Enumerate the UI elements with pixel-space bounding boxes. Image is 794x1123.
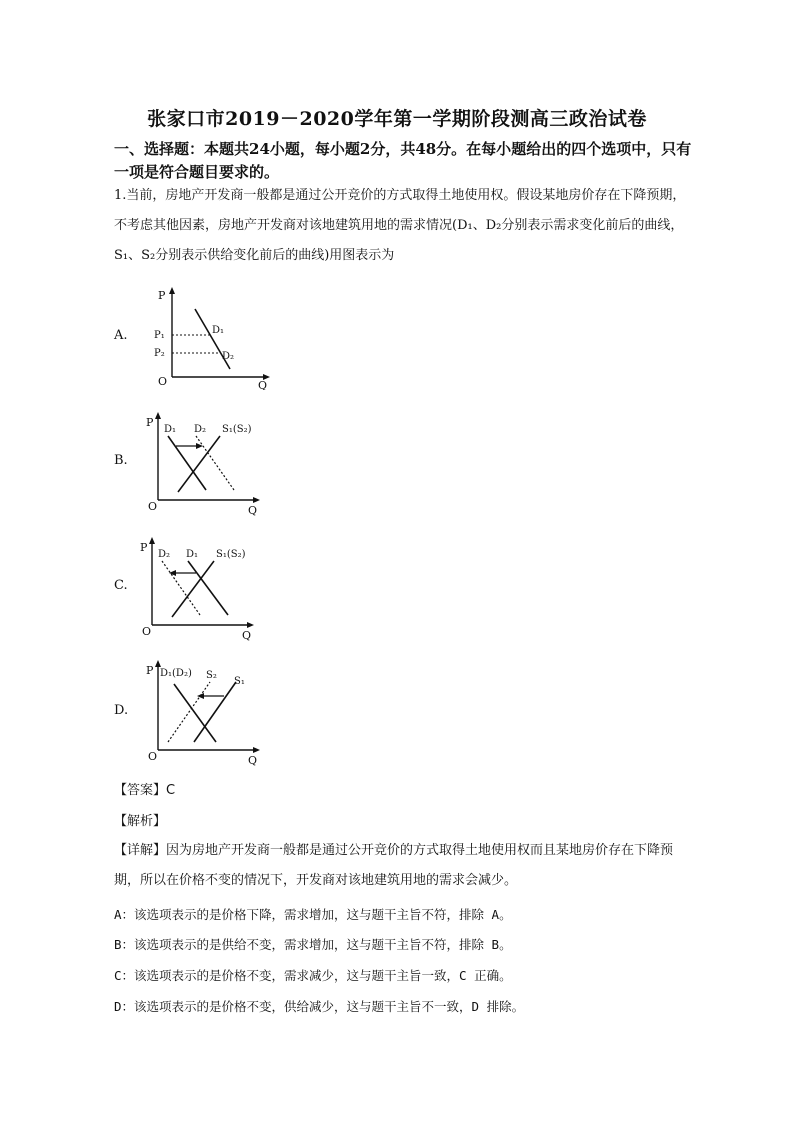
- option-a-graph: [150, 285, 280, 390]
- explanation-d: D：该选项表示的是价格不变，供给减少，这与题干主旨不一致，D 排除。: [114, 999, 525, 1014]
- x-axis-arrow: [253, 747, 260, 753]
- x-axis-arrow: [253, 497, 260, 503]
- curve-label-d1: D₁: [164, 424, 177, 435]
- question-stem: 1.当前，房地产开发商一般都是通过公开竞价的方式取得土地使用权。假设某地房价存在下降预期，不考虑其他因素，房地产开发商对该地建筑用地的需求情况(D₁、D₂分别表示需求变化前后的曲线，S₁、S₂分别表示供给变化前后的曲线)用图表示为: [114, 188, 686, 263]
- supply-curve-s1: [194, 682, 236, 742]
- axis-label-q: Q: [248, 504, 258, 517]
- curve-label-d2: D₂: [222, 351, 235, 362]
- axis-label-p: P: [146, 416, 154, 429]
- option-a-label: A.: [114, 328, 128, 343]
- origin-label: O: [142, 625, 152, 638]
- explanation-b: B：该选项表示的是供给不变，需求增加，这与题干主旨不符，排除 B。: [114, 937, 512, 952]
- origin-label: O: [148, 500, 158, 513]
- origin-label: O: [148, 750, 158, 763]
- curve-label-s2: S₂: [206, 670, 217, 681]
- y-axis-arrow: [155, 660, 161, 667]
- explanation-c: C：该选项表示的是价格不变，需求减少，这与题干主旨一致，C 正确。: [114, 968, 512, 983]
- axis-label-q: Q: [242, 629, 252, 642]
- axis-label-p2: P₂: [154, 348, 165, 359]
- origin-label: O: [158, 375, 168, 388]
- page-title: 张家口市2019－2020学年第一学期阶段测高三政治试卷: [147, 108, 647, 130]
- curve-label-d2: D₂: [194, 424, 207, 435]
- axis-label-q: Q: [248, 754, 258, 767]
- curve-label-d1: D₁: [186, 549, 199, 560]
- demand-curve: [174, 684, 216, 742]
- axis-label-p1: P₁: [154, 330, 165, 341]
- curve-label-d2: D₂: [158, 549, 171, 560]
- supply-curve-s2: [168, 682, 210, 742]
- option-d-label: D.: [114, 703, 129, 718]
- curve-label-d: D₁(D₂): [160, 668, 192, 679]
- explanation-a: A：该选项表示的是价格下降，需求增加，这与题干主旨不符，排除 A。: [114, 907, 512, 922]
- y-axis-arrow: [169, 287, 175, 294]
- axis-label-q: Q: [258, 379, 268, 390]
- axis-label-p: P: [140, 541, 148, 554]
- analysis-label: 【解析】: [114, 814, 167, 829]
- option-b-graph: [144, 410, 274, 518]
- detail-label: 【详解】: [114, 843, 167, 858]
- answer-value: C: [166, 783, 176, 798]
- detail-text: 因为房地产开发商一般都是通过公开竞价的方式取得土地使用权而且某地房价存在下降预期，所以在价格不变的情况下，开发商对该地建筑用地的需求会减少。: [114, 843, 674, 888]
- axis-label-p: P: [158, 289, 166, 302]
- answer-label: 【答案】: [114, 783, 167, 798]
- y-axis-arrow: [149, 537, 155, 544]
- demand-curve-d2: [196, 436, 234, 490]
- detail-paragraph: [114, 836, 694, 896]
- curve-label-s: S₁(S₂): [222, 424, 252, 435]
- x-axis-arrow: [247, 622, 254, 628]
- curve-label-d1: D₁: [212, 325, 225, 336]
- answer-line: [114, 779, 694, 798]
- option-d-graph: [144, 658, 274, 768]
- option-b-label: B.: [114, 453, 128, 468]
- curve-label-s1: S₁: [234, 676, 245, 687]
- supply-curve: [172, 561, 214, 617]
- option-c-label: C.: [114, 578, 128, 593]
- option-c-graph: [138, 535, 268, 643]
- y-axis-arrow: [155, 412, 161, 419]
- axis-label-p: P: [146, 664, 154, 677]
- curve-label-s: S₁(S₂): [216, 549, 246, 560]
- section-heading: 一、选择题：本题共24小题，每小题2分，共48分。在每小题给出的四个选项中，只有一项是符合题目要求的。: [114, 140, 692, 181]
